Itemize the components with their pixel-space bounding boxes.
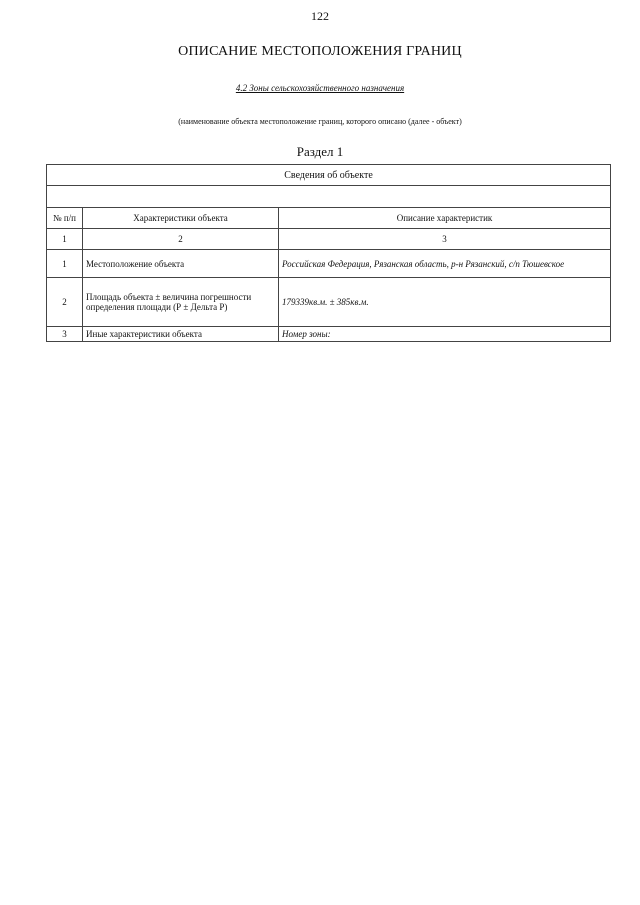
row-characteristic: Местоположение объекта (83, 250, 279, 278)
section-title: Раздел 1 (296, 144, 344, 159)
object-name (0, 83, 640, 93)
row-number: 2 (47, 278, 83, 327)
table-spacer-cell (47, 186, 611, 208)
table-row (47, 327, 611, 342)
column-number-1: 1 (47, 229, 83, 250)
row-description: Российская Федерация, Рязанская область, р-н Рязанский, с/п Тюшевское (279, 250, 611, 278)
row-characteristic: Площадь объекта ± величина погрешности определения площади (Р ± Дельта Р) (83, 278, 279, 327)
table-header-row (47, 208, 611, 229)
table-caption-row (47, 165, 611, 186)
table-spacer-row (47, 186, 611, 208)
row-number: 1 (47, 250, 83, 278)
row-number: 3 (47, 327, 83, 342)
row-description: 179339кв.м. ± 385кв.м. (279, 278, 611, 327)
document-title: ОПИСАНИЕ МЕСТОПОЛОЖЕНИЯ ГРАНИЦ (178, 44, 462, 59)
table-row (47, 250, 611, 278)
header-number: № п/п (47, 208, 83, 229)
table-caption: Сведения об объекте (47, 165, 611, 186)
header-description: Описание характеристик (279, 208, 611, 229)
column-number-3: 3 (279, 229, 611, 250)
object-name-caption: (наименование объекта местоположение границ, которого описано (далее - объект) (178, 117, 462, 126)
object-name-text: 4.2 Зоны сельскохозяйственного назначения (235, 83, 405, 93)
table-row (47, 278, 611, 327)
column-number-2: 2 (83, 229, 279, 250)
row-characteristic: Иные характеристики объекта (83, 327, 279, 342)
table-column-number-row (47, 229, 611, 250)
object-info-table (46, 164, 611, 342)
page-number: 122 (311, 9, 329, 23)
header-characteristic: Характеристики объекта (83, 208, 279, 229)
row-description: Номер зоны: (279, 327, 611, 342)
